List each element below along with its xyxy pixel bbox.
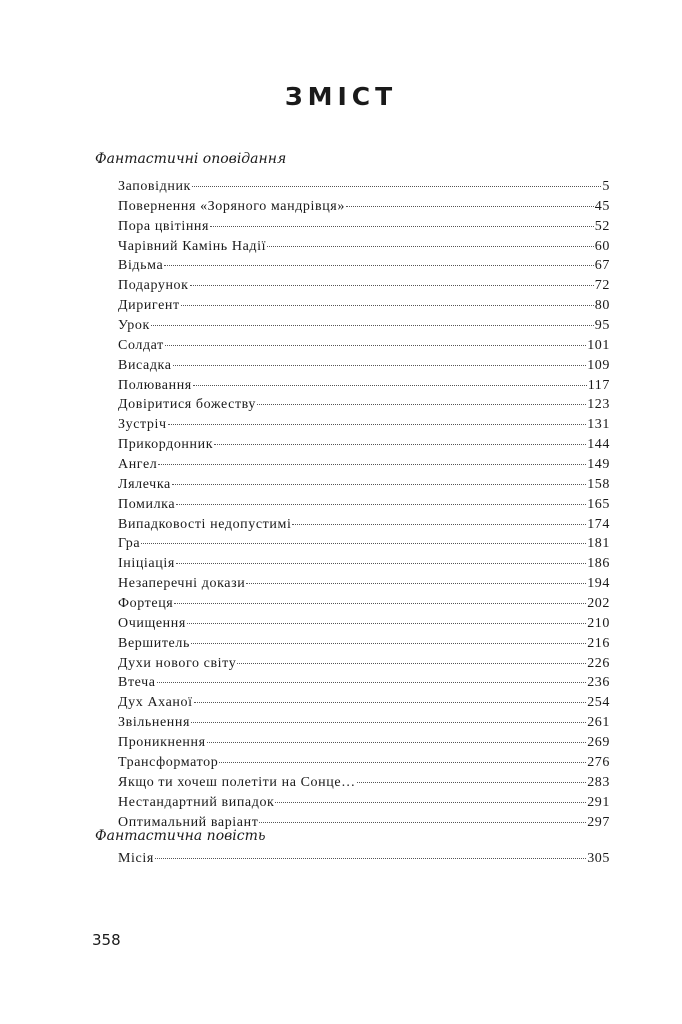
entry-page: 80 bbox=[594, 298, 610, 314]
entry-title: Нестандартний випадок bbox=[118, 794, 275, 810]
entry-title: Прикордонник bbox=[118, 437, 214, 453]
dot-leader bbox=[141, 543, 586, 544]
entry-title: Втеча bbox=[118, 675, 156, 691]
toc-entry[interactable] bbox=[118, 636, 610, 656]
toc-entry[interactable] bbox=[118, 298, 610, 318]
entry-page: 186 bbox=[587, 556, 610, 572]
entry-title: Зустріч bbox=[118, 417, 167, 433]
dot-leader bbox=[259, 822, 586, 823]
dot-leader bbox=[346, 206, 594, 207]
entry-page: 60 bbox=[594, 238, 610, 254]
dot-leader bbox=[219, 762, 586, 763]
entry-page: 95 bbox=[594, 318, 610, 334]
toc-entry[interactable] bbox=[118, 675, 610, 695]
toc-entry[interactable] bbox=[118, 795, 610, 815]
dot-leader bbox=[193, 385, 587, 386]
toc-entry[interactable] bbox=[118, 497, 610, 517]
entry-page: 72 bbox=[594, 278, 610, 294]
entry-page: 158 bbox=[587, 476, 610, 492]
entry-page: 144 bbox=[587, 437, 610, 453]
dot-leader bbox=[214, 444, 586, 445]
toc-entry[interactable] bbox=[118, 695, 610, 715]
entry-title: Трансформатор bbox=[118, 754, 219, 770]
dot-leader bbox=[187, 623, 586, 624]
entry-page: 283 bbox=[587, 774, 610, 790]
entry-title: Очищення bbox=[118, 615, 186, 631]
entry-page: 149 bbox=[587, 457, 610, 473]
dot-leader bbox=[191, 643, 586, 644]
section-heading: Фантастичні оповідання bbox=[95, 151, 287, 167]
entry-title: Фортеця bbox=[118, 596, 174, 612]
dot-leader bbox=[151, 325, 594, 326]
toc-entry[interactable] bbox=[118, 278, 610, 298]
entry-title: Заповідник bbox=[118, 179, 191, 194]
page-title: ЗМІСТ bbox=[284, 82, 398, 111]
toc-list bbox=[118, 851, 610, 871]
entry-page: 181 bbox=[587, 536, 610, 552]
entry-page: 226 bbox=[587, 655, 610, 671]
dot-leader bbox=[164, 265, 593, 266]
dot-leader bbox=[257, 404, 586, 405]
toc-entry[interactable] bbox=[118, 258, 610, 278]
toc-entry[interactable] bbox=[118, 219, 610, 239]
entry-page: 202 bbox=[587, 596, 610, 612]
entry-page: 131 bbox=[587, 417, 610, 433]
entry-title: Пора цвітіння bbox=[118, 218, 210, 234]
entry-page: 194 bbox=[587, 576, 610, 592]
dot-leader bbox=[237, 663, 586, 664]
entry-title: Відьма bbox=[118, 258, 164, 274]
entry-title: Повернення «Зоряного мандрівця» bbox=[118, 198, 345, 214]
entry-title: Чарівний Камінь Надії bbox=[118, 238, 267, 254]
entry-title: Ангел bbox=[118, 457, 158, 473]
toc-entry[interactable] bbox=[118, 397, 610, 417]
entry-title: Проникнення bbox=[118, 735, 206, 751]
dot-leader bbox=[165, 345, 586, 346]
dot-leader bbox=[192, 186, 601, 187]
dot-leader bbox=[157, 682, 587, 683]
entry-title: Лялечка bbox=[118, 476, 171, 492]
toc-entry[interactable] bbox=[118, 715, 610, 735]
entry-page: 67 bbox=[594, 258, 610, 274]
entry-page: 297 bbox=[587, 814, 610, 830]
toc-entry[interactable] bbox=[118, 775, 610, 795]
entry-page: 210 bbox=[587, 615, 610, 631]
entry-title: Диригент bbox=[118, 298, 180, 314]
toc-entry[interactable] bbox=[118, 556, 610, 576]
entry-page: 216 bbox=[587, 635, 610, 651]
toc-entry[interactable] bbox=[118, 656, 610, 676]
toc-entry[interactable] bbox=[118, 437, 610, 457]
entry-page: 123 bbox=[587, 397, 610, 413]
toc-list bbox=[118, 179, 610, 834]
dot-leader bbox=[181, 305, 594, 306]
entry-title: Вершитель bbox=[118, 635, 190, 651]
entry-page: 52 bbox=[594, 218, 610, 234]
entry-title: Місія bbox=[118, 851, 154, 866]
toc-entry[interactable] bbox=[118, 199, 610, 219]
entry-page: 291 bbox=[587, 794, 610, 810]
toc-entry[interactable] bbox=[118, 851, 610, 871]
toc-entry[interactable] bbox=[118, 378, 610, 398]
toc-entry[interactable] bbox=[118, 338, 610, 358]
dot-leader bbox=[176, 563, 586, 564]
entry-title: Подарунок bbox=[118, 278, 189, 294]
entry-title: Якщо ти хочеш полетіти на Сонце… bbox=[118, 774, 356, 790]
entry-title: Звільнення bbox=[118, 715, 191, 731]
dot-leader bbox=[292, 524, 586, 525]
toc-entry[interactable] bbox=[118, 457, 610, 477]
toc-entry[interactable] bbox=[118, 735, 610, 755]
dot-leader bbox=[172, 484, 586, 485]
entry-title: Оптимальний варіант bbox=[118, 814, 259, 830]
entry-page: 305 bbox=[587, 851, 610, 866]
dot-leader bbox=[194, 702, 587, 703]
toc-entry[interactable] bbox=[118, 318, 610, 338]
toc-entry[interactable] bbox=[118, 517, 610, 537]
dot-leader bbox=[191, 722, 586, 723]
dot-leader bbox=[174, 603, 586, 604]
dot-leader bbox=[210, 226, 594, 227]
dot-leader bbox=[190, 285, 594, 286]
toc-entry[interactable] bbox=[118, 417, 610, 437]
entry-page: 276 bbox=[587, 754, 610, 770]
entry-page: 174 bbox=[587, 516, 610, 532]
entry-title: Незаперечні докази bbox=[118, 576, 246, 592]
toc-entry[interactable] bbox=[118, 576, 610, 596]
entry-title: Урок bbox=[118, 318, 150, 334]
dot-leader bbox=[168, 424, 587, 425]
entry-page: 236 bbox=[587, 675, 610, 691]
toc-entry[interactable] bbox=[118, 477, 610, 497]
entry-page: 101 bbox=[587, 337, 610, 353]
dot-leader bbox=[207, 742, 587, 743]
entry-title: Довіритися божеству bbox=[118, 397, 256, 413]
toc-entry[interactable] bbox=[118, 358, 610, 378]
dot-leader bbox=[176, 504, 586, 505]
entry-title: Солдат bbox=[118, 337, 164, 353]
entry-title: Випадковості недопустимі bbox=[118, 516, 292, 532]
toc-entry[interactable] bbox=[118, 536, 610, 556]
toc-entry[interactable] bbox=[118, 239, 610, 259]
entry-page: 269 bbox=[587, 735, 610, 751]
entry-title: Помилка bbox=[118, 496, 176, 512]
entry-title: Гра bbox=[118, 536, 141, 552]
entry-page: 261 bbox=[587, 715, 610, 731]
entry-title: Полювання bbox=[118, 377, 192, 393]
section-heading: Фантастична повість bbox=[95, 828, 266, 844]
entry-page: 109 bbox=[587, 357, 610, 373]
dot-leader bbox=[173, 365, 587, 366]
entry-page: 45 bbox=[594, 198, 610, 214]
dot-leader bbox=[275, 802, 586, 803]
entry-page: 117 bbox=[587, 377, 610, 393]
entry-title: Духи нового світу bbox=[118, 655, 237, 671]
dot-leader bbox=[246, 583, 586, 584]
entry-page: 165 bbox=[587, 496, 610, 512]
entry-title: Ініціація bbox=[118, 556, 175, 572]
entry-page: 5 bbox=[602, 179, 610, 194]
page-number: 358 bbox=[92, 931, 121, 949]
dot-leader bbox=[357, 782, 586, 783]
dot-leader bbox=[155, 858, 586, 859]
entry-title: Висадка bbox=[118, 357, 172, 373]
toc-entry[interactable] bbox=[118, 596, 610, 616]
dot-leader bbox=[158, 464, 586, 465]
dot-leader bbox=[267, 246, 594, 247]
toc-entry[interactable] bbox=[118, 616, 610, 636]
entry-title: Дух Аханої bbox=[118, 695, 193, 711]
toc-entry[interactable] bbox=[118, 755, 610, 775]
entry-page: 254 bbox=[587, 695, 610, 711]
toc-entry[interactable] bbox=[118, 179, 610, 199]
